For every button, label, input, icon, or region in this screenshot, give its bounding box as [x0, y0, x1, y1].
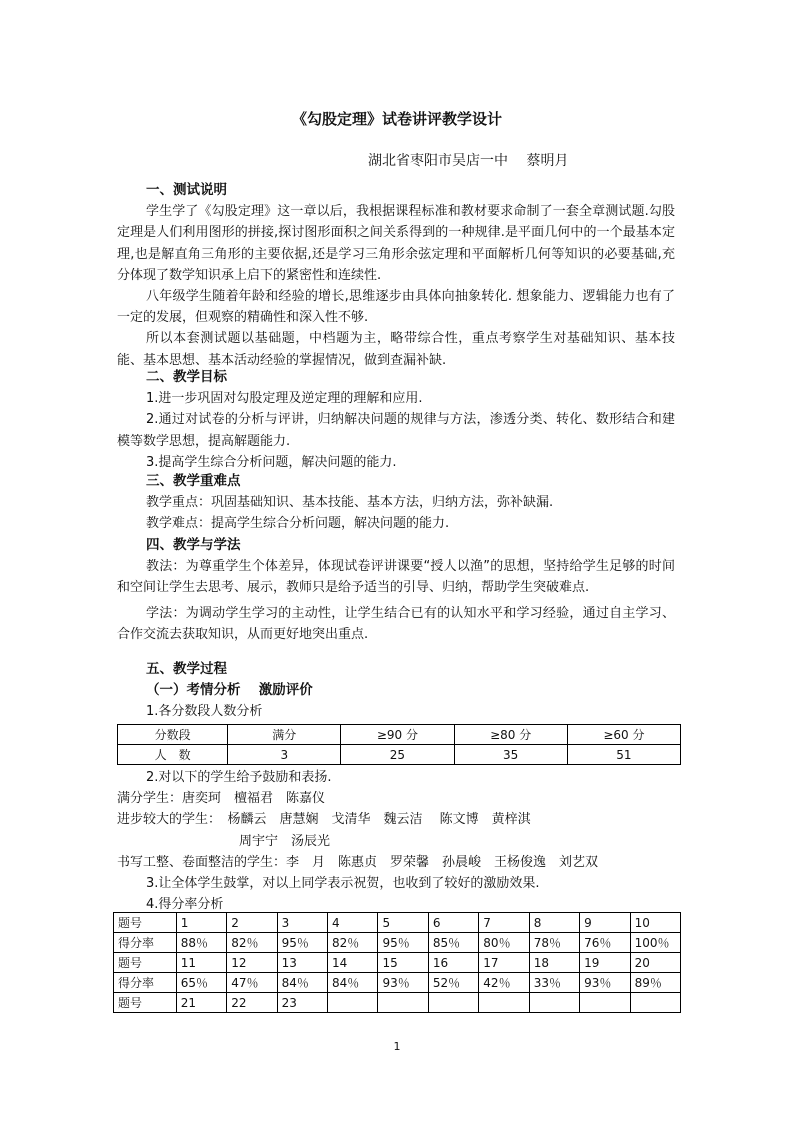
table-cell: 82％ — [328, 933, 378, 953]
table-cell: 80％ — [479, 933, 529, 953]
table-row — [114, 973, 681, 993]
table-row — [114, 993, 681, 1013]
list-item: 3.提高学生综合分析问题，解决问题的能力. — [146, 454, 397, 470]
table-cell: 12 — [227, 953, 277, 973]
paragraph: 学法：为调动学生学习的主动性，让学生结合已有的认知水平和学习经验，通过自主学习、合作交流去获取知识，从而更好地突出重点. — [117, 605, 675, 642]
paragraph: 学生学了《勾股定理》这一章以后，我根据课程标准和教材要求命制了一套全章测试题.勾股定理是人们利用图形的拼接,探讨图形面积之间关系得到的一种规律.是平面几何中的一个最基本定理,也是解直角三角形的主要依据,还是学习三角形余弦定理和平面解析几何等知识的必要基础,充分体现了数学知识承上启下的紧密性和连续性. — [117, 204, 675, 283]
table-cell: 11 — [176, 953, 226, 973]
section-heading: 三、教学重难点 — [146, 473, 241, 489]
table-cell: 20 — [630, 953, 680, 973]
table-cell — [630, 993, 680, 1013]
table-cell: 35 — [454, 745, 567, 765]
table-cell: 22 — [227, 993, 277, 1013]
table-cell: 3 — [228, 745, 341, 765]
page-title: 《勾股定理》试卷讲评教学设计 — [291, 110, 502, 128]
score-rate-table — [113, 912, 681, 1013]
paragraph: 教学重点：巩固基础知识、基本技能、基本方法，归纳方法，弥补缺漏. — [146, 495, 554, 511]
neat-writing-students: 书写工整、卷面整洁的学生：李 月 陈惠贞 罗荣馨 孙晨峻 王杨俊逸 刘艺双 — [117, 854, 599, 870]
table-cell: 9 — [580, 913, 630, 933]
table-cell: 88％ — [176, 933, 226, 953]
table-header-cell: 满分 — [228, 725, 341, 745]
table-cell: 8 — [529, 913, 579, 933]
progress-students-continued: 周宇宁 汤辰光 — [239, 833, 331, 849]
table-cell: 95％ — [378, 933, 428, 953]
table-cell: 95％ — [277, 933, 327, 953]
table-header-cell: ≥80 分 — [454, 725, 567, 745]
table-cell: 10 — [630, 913, 680, 933]
paragraph: 教学难点：提高学生综合分析问题，解决问题的能力. — [146, 516, 450, 532]
table-row-label: 题号 — [114, 953, 177, 973]
table-cell: 14 — [328, 953, 378, 973]
table-cell: 7 — [479, 913, 529, 933]
table-cell: 47％ — [227, 973, 277, 993]
table-cell: 78％ — [529, 933, 579, 953]
section-heading: 二、教学目标 — [146, 369, 227, 385]
table-cell: 51 — [567, 745, 680, 765]
section-heading: 五、教学过程 — [146, 661, 227, 677]
table-cell: 2 — [227, 913, 277, 933]
table-cell: 4 — [328, 913, 378, 933]
table-row — [114, 953, 681, 973]
table-cell: 23 — [277, 993, 327, 1013]
table-row-label: 得分率 — [114, 973, 177, 993]
table-row-label: 得分率 — [114, 933, 177, 953]
list-item: 1.各分数段人数分析 — [146, 704, 263, 720]
paragraph: 八年级学生随着年龄和经验的增长,思维逐步由具体向抽象转化. 想象能力、逻辑能力也有了一定的发展，但观察的精确性和深入性不够. — [117, 289, 675, 326]
table-cell: 42％ — [479, 973, 529, 993]
table-cell — [328, 993, 378, 1013]
table-row — [118, 725, 681, 745]
table-cell: 25 — [341, 745, 454, 765]
table-cell — [378, 993, 428, 1013]
subsection-heading: （一）考情分析 激励评价 — [146, 682, 313, 699]
section-heading: 四、教学与学法 — [146, 537, 241, 553]
table-row-label: 题号 — [114, 913, 177, 933]
table-cell: 5 — [378, 913, 428, 933]
table-row — [114, 933, 681, 953]
table-cell: 1 — [176, 913, 226, 933]
table-cell: 33％ — [529, 973, 579, 993]
table-cell: 15 — [378, 953, 428, 973]
table-row-label: 题号 — [114, 993, 177, 1013]
table-header-cell: 分数段 — [118, 725, 228, 745]
full-marks-students: 满分学生：唐奕珂 檀福君 陈嘉仪 — [117, 791, 326, 807]
list-item: 2.对以下的学生给予鼓励和表扬. — [146, 770, 332, 785]
author-line: 湖北省枣阳市吴店一中 蔡明月 — [368, 153, 569, 169]
table-row — [118, 745, 681, 765]
section-methods — [117, 535, 675, 645]
paragraph: 所以本套测试题以基础题，中档题为主，略带综合性，重点考察学生对基础知识、基本技能、基本思想、基本活动经验的掌握情况，做到查漏补缺. — [117, 331, 675, 368]
praise-section — [117, 767, 675, 915]
table-row — [114, 913, 681, 933]
list-item: 4.得分率分析 — [146, 897, 224, 913]
table-cell — [529, 993, 579, 1013]
table-cell: 85％ — [428, 933, 478, 953]
table-row-label: 人 数 — [118, 745, 228, 765]
table-cell: 65％ — [176, 973, 226, 993]
section-teaching-goals — [117, 367, 675, 473]
section-teaching-process — [117, 659, 675, 723]
page-number: 1 — [393, 1040, 401, 1053]
table-cell: 76％ — [580, 933, 630, 953]
table-cell: 84％ — [328, 973, 378, 993]
table-cell: 93％ — [378, 973, 428, 993]
table-cell: 17 — [479, 953, 529, 973]
paragraph: 教法：为尊重学生个体差异，体现试卷评讲课要“授人以渔”的思想，坚持给学生足够的时间和空间让学生去思考、展示，教师只是给予适当的引导、归纳，帮助学生突破难点. — [117, 559, 675, 596]
table-header-cell: ≥90 分 — [341, 725, 454, 745]
section-test-description — [117, 180, 675, 371]
table-cell: 89％ — [630, 973, 680, 993]
table-cell: 16 — [428, 953, 478, 973]
score-distribution-table — [117, 724, 681, 765]
table-header-cell: ≥60 分 — [567, 725, 680, 745]
table-cell — [580, 993, 630, 1013]
table-cell: 19 — [580, 953, 630, 973]
table-cell: 84％ — [277, 973, 327, 993]
table-cell — [428, 993, 478, 1013]
table-cell: 82％ — [227, 933, 277, 953]
section-key-points — [117, 471, 675, 535]
list-item: 1.进一步巩固对勾股定理及逆定理的理解和应用. — [146, 391, 423, 407]
table-cell — [479, 993, 529, 1013]
list-item: 2.通过对试卷的分析与评讲，归纳解决问题的规律与方法，渗透分类、转化、数形结合和建模等数学思想，提高解题能力. — [117, 412, 675, 449]
table-cell: 18 — [529, 953, 579, 973]
table-cell: 6 — [428, 913, 478, 933]
table-cell: 3 — [277, 913, 327, 933]
table-cell: 13 — [277, 953, 327, 973]
table-cell: 21 — [176, 993, 226, 1013]
section-heading: 一、测试说明 — [146, 182, 227, 198]
table-cell: 52％ — [428, 973, 478, 993]
table-cell: 100％ — [630, 933, 680, 953]
list-item: 3.让全体学生鼓掌，对以上同学表示祝贺，也收到了较好的激励效果. — [146, 876, 540, 892]
table-cell: 93％ — [580, 973, 630, 993]
progress-students: 进步较大的学生： 杨麟云 唐慧娴 戈清华 魏云洁 陈文博 黄梓淇 — [117, 812, 531, 828]
